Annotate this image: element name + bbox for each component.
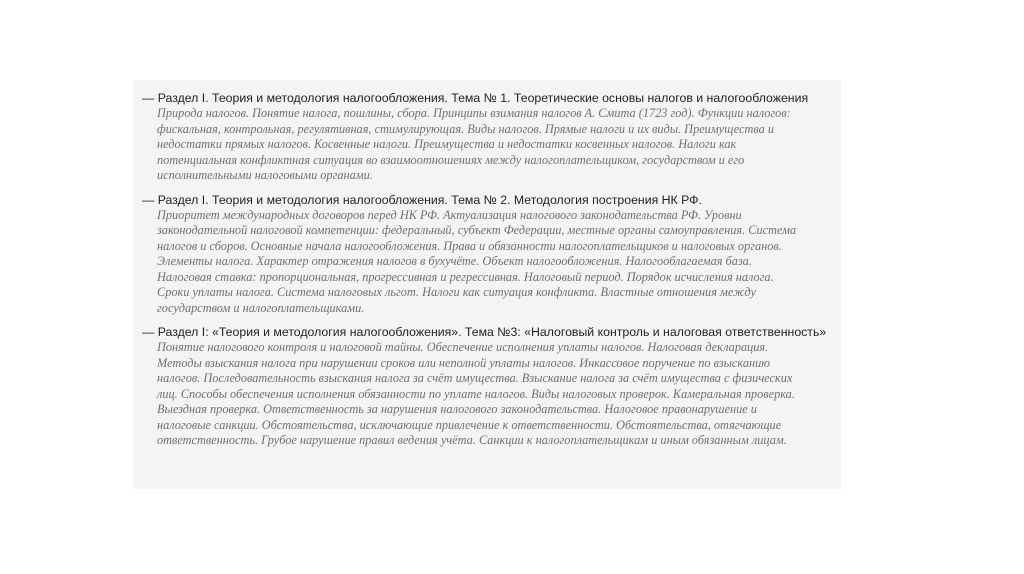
description-line: потенциальная конфликтная ситуация во взаимоотношениях между налогоплательщиком, государством и его [157,152,745,167]
description-line: Сроки уплаты налога. Система налоговых льгот. Налоги как ситуация конфликта. Властные отношения между [157,285,756,299]
description-line: Понятие налогового контроля и налоговой тайны. Обеспечение исполнения уплаты налогов. Налоговая декларация. [157,340,769,354]
description-line: Выездная проверка. Ответственность за нарушения налогового законодательства. Налоговое правонарушение и [157,402,757,416]
description-line: государством и налогоплательщиками. [157,300,365,315]
section-topic-3 [142,324,831,449]
section-heading: — Раздел I. Теория и методология налогообложения. Тема № 1. Теоретические основы налогов и налогообложения [142,91,809,105]
description-line: Природа налогов. Понятие налога, пошлины, сбора. Принципы взимания налогов А. Смита (1723 год). Функции налогов: [157,106,791,120]
description-line: ответственность. Грубое нарушение правил ведения учёта. Санкции к налогоплательщикам и иным обязанным лицам. [157,433,787,447]
description-line: лиц. Способы обеспечения исполнения обязанности по уплате налогов. Виды налоговых проверок. Камеральная проверка. [157,386,795,401]
description-line: Элементы налога. Характер отражения налогов в бухучёте. Объект налогообложения. Налогооблагаемая база. [157,254,752,268]
description-line: исполнительными налоговыми органами. [157,168,373,182]
description-line: фискальная, контрольная, регулятивная, стимулирующая. Виды налогов. Прямые налоги и их виды. Преимущества и [157,121,774,136]
section-heading: — Раздел I. Теория и методология налогообложения. Тема № 2. Методология построения НК РФ. [142,192,702,207]
description-line: Приоритет международных договоров перед НК РФ. Актуализация налогового законодательства РФ. Уровни [157,207,742,222]
section-description [142,340,831,449]
description-line: недостатки прямых налогов. Косвенные налоги. Преимущества и недостатки косвенных налогов. Налоги как [157,137,737,151]
description-line: налогов и сборов. Основные начала налогообложения. Права и обязанности налогоплательщиков и налоговых органов. [157,238,782,253]
content-panel [133,80,841,489]
description-line: налогов. Последовательность взыскания налога за счёт имущества. Взыскание налога за счёт имущества с физических [157,371,793,385]
section-description [142,208,831,317]
section-description [142,106,831,184]
section-topic-2 [142,192,831,317]
description-line: законодательной налоговой компетенции: федеральный, субъект Федерации, местные органы самоуправления. Система [157,223,797,237]
description-line: Налоговая ставка: пропорциональная, прогрессивная и регрессивная. Налоговый период. Порядок исчисления налога. [157,269,774,284]
description-line: налоговые санкции. Обстоятельства, исключающие привлечение к ответственности. Обстоятельства, отягчающие [157,417,782,432]
section-topic-1 [142,90,831,184]
description-line: Методы взыскания налога при нарушении сроков или неполной уплаты налогов. Инкассовое поручение по взысканию [157,355,770,370]
section-heading: — Раздел I: «Теория и методология налогообложения». Тема №3: «Налоговый контроль и налоговая ответственность» [142,325,827,339]
